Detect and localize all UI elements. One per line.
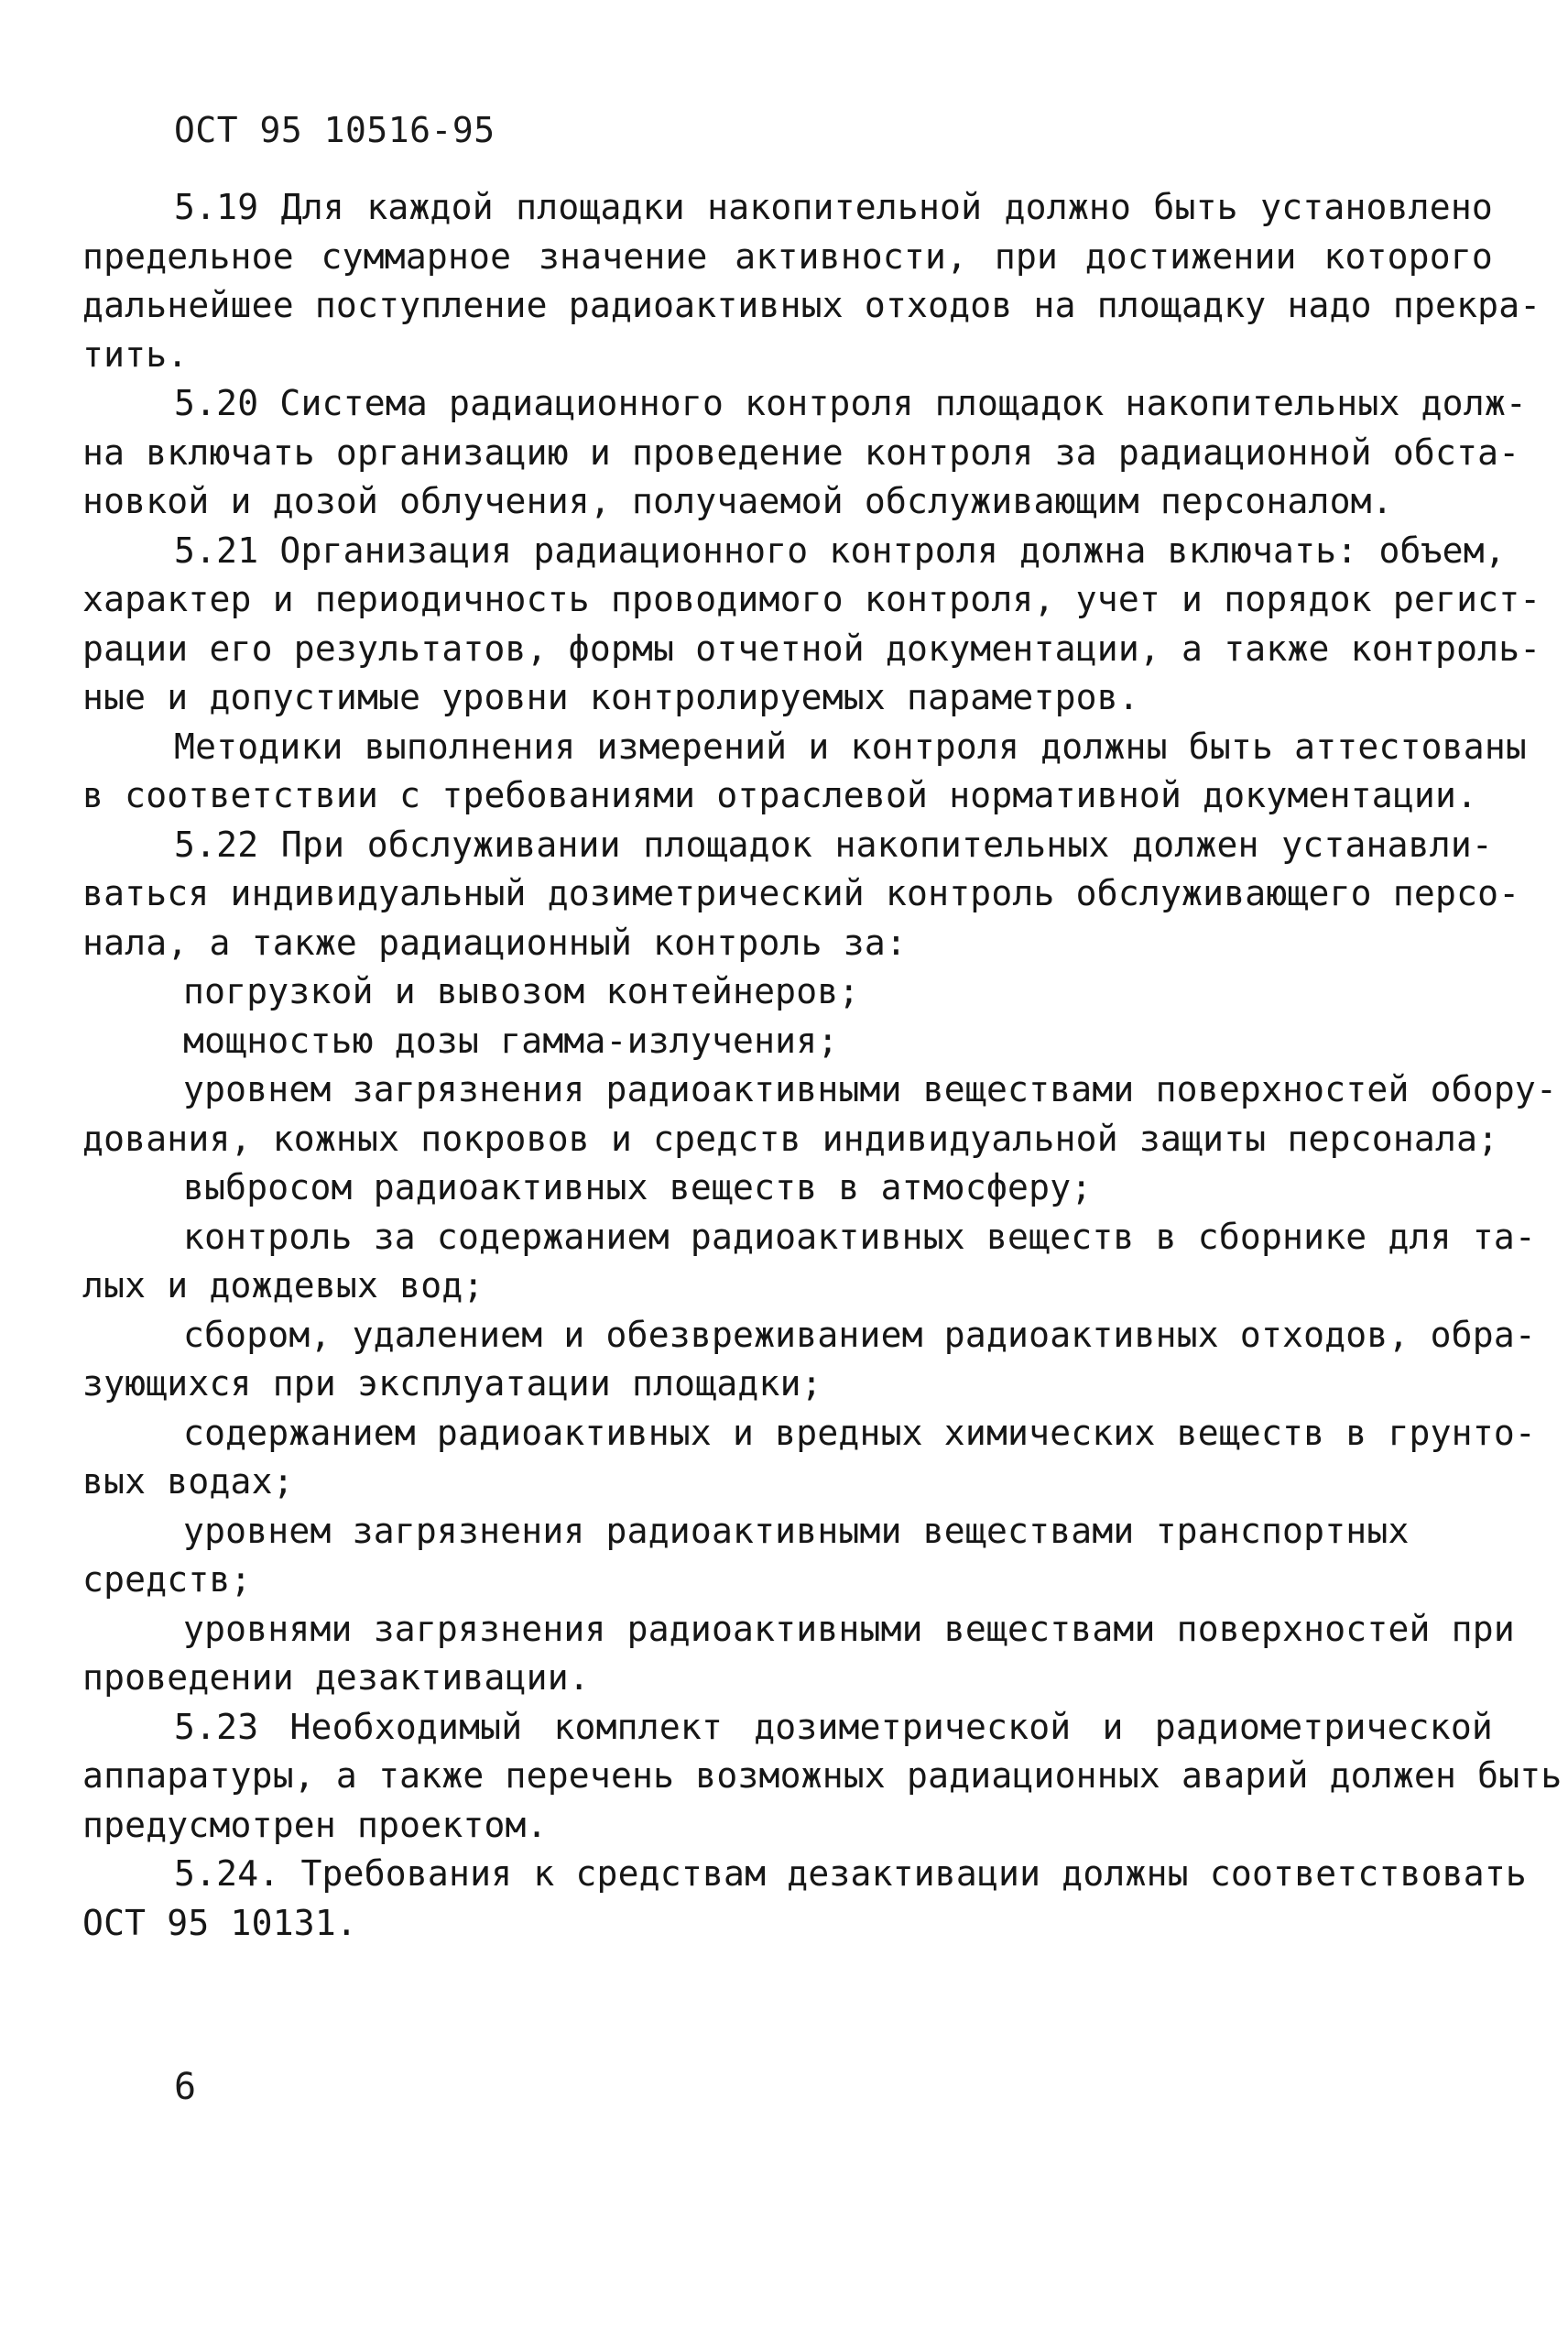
text-line: средств; <box>82 1559 252 1600</box>
text-line: контроль за содержанием радиоактивных веществ в сборнике для та- <box>183 1216 1536 1257</box>
document-header: ОСТ 95 10516-95 <box>174 110 495 150</box>
text-line: аппаратуры, а также перечень возможных радиационных аварий должен быть <box>82 1755 1563 1796</box>
text-line: нала, а также радиационный контроль за: <box>82 922 908 963</box>
text-line: 5.21 Организация радиационного контроля должна включать: объем, <box>174 530 1506 571</box>
text-line: на включать организацию и проведение контроля за радиационной обста- <box>82 432 1520 473</box>
text-line: предусмотрен проектом. <box>82 1804 548 1845</box>
text-line: сбором, удалением и обезвреживанием радиоактивных отходов, обра- <box>183 1314 1536 1355</box>
text-line: ваться индивидуальный дозиметрический контроль обслуживающего персо- <box>82 873 1520 913</box>
text-line: 5.22 При обслуживании площадок накопительных должен устанавли- <box>174 824 1493 865</box>
text-line: 5.23 Необходимый комплект дозиметрической и радиометрической <box>174 1706 1493 1747</box>
text-line: зующихся при эксплуатации площадки; <box>82 1363 822 1404</box>
text-line: мощностью дозы гамма-излучения; <box>183 1020 839 1061</box>
text-line: вых водах; <box>82 1461 294 1502</box>
text-line: ные и допустимые уровни контролируемых параметров. <box>82 677 1139 717</box>
text-line: уровнем загрязнения радиоактивными веществами поверхностей обору- <box>183 1069 1558 1109</box>
text-line: уровнями загрязнения радиоактивными веществами поверхностей при <box>183 1608 1515 1649</box>
text-line: проведении дезактивации. <box>82 1657 590 1698</box>
page-number: 6 <box>174 2066 197 2108</box>
text-line: 5.24. Требования к средствам дезактивации должны соответствовать <box>174 1853 1527 1894</box>
text-line: ОСТ 95 10131. <box>82 1902 358 1943</box>
text-line: Методики выполнения измерений и контроля должны быть аттестованы <box>174 726 1527 767</box>
text-line: погрузкой и вывозом контейнеров; <box>183 971 860 1011</box>
text-line: предельное суммарное значение активности, при достижении которого <box>82 235 1493 277</box>
text-line: дальнейшее поступление радиоактивных отходов на площадку надо прекра- <box>82 285 1541 325</box>
text-line: в соответствии с требованиями отраслевой нормативной документации. <box>82 775 1478 815</box>
text-line: лых и дождевых вод; <box>82 1265 485 1306</box>
text-line: выбросом радиоактивных веществ в атмосферу; <box>183 1167 1093 1207</box>
document-body <box>82 183 1563 1948</box>
text-line: дования, кожных покровов и средств индивидуальной защиты персонала; <box>82 1118 1499 1159</box>
text-line: 5.20 Система радиационного контроля площадок накопительных долж- <box>174 383 1527 423</box>
text-line: рации его результатов, формы отчетной документации, а также контроль- <box>82 628 1541 669</box>
text-line: новкой и дозой облучения, получаемой обслуживающим персоналом. <box>82 481 1393 521</box>
text-line: уровнем загрязнения радиоактивными веществами транспортных <box>183 1510 1410 1551</box>
text-line: характер и периодичность проводимого контроля, учет и порядок регист- <box>82 579 1541 619</box>
text-line: содержанием радиоактивных и вредных химических веществ в грунто- <box>183 1412 1536 1453</box>
text-line: 5.19 Для каждой площадки накопительной должно быть установлено <box>174 187 1493 227</box>
text-line: тить. <box>82 333 189 375</box>
